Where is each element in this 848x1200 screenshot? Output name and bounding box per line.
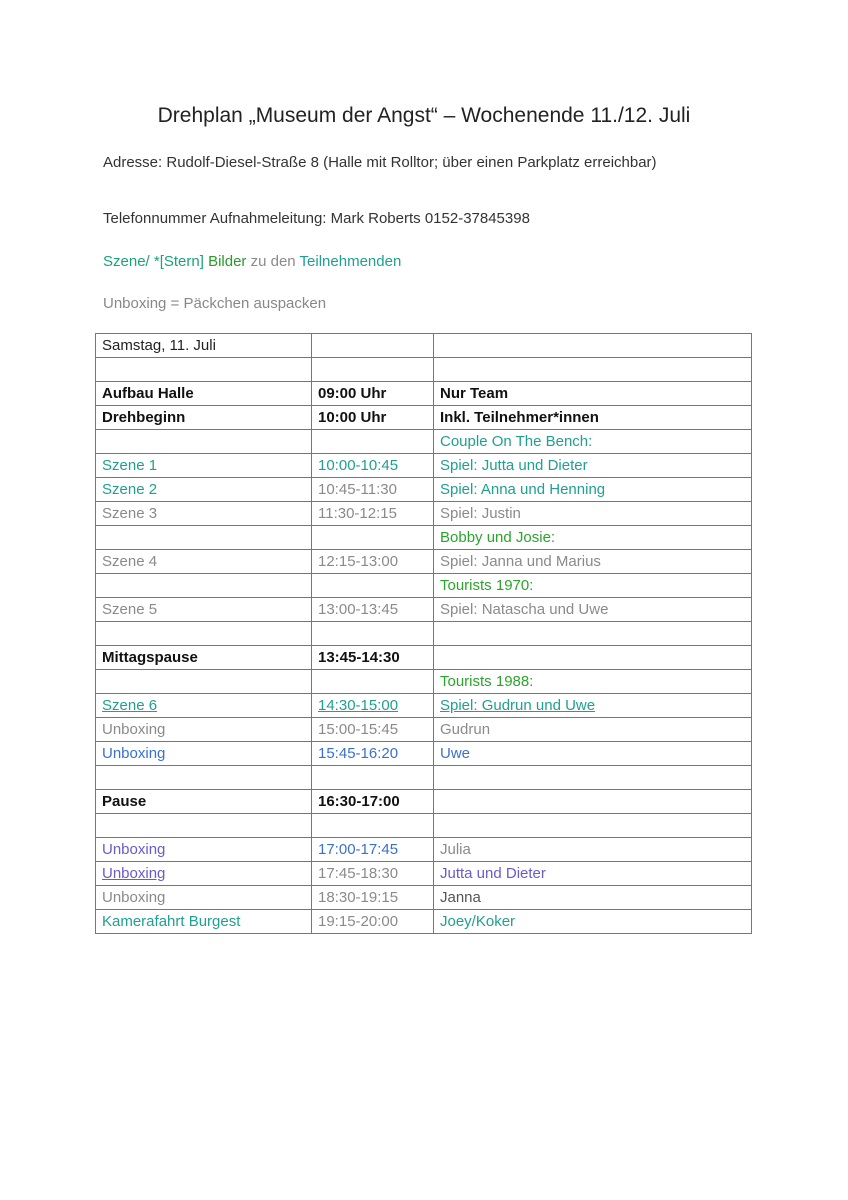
cell-time bbox=[312, 430, 434, 454]
cell-label: Unboxing bbox=[96, 862, 312, 886]
cell-time bbox=[312, 574, 434, 598]
cell-info bbox=[434, 622, 752, 646]
cell-time bbox=[312, 814, 434, 838]
cell-info: Spiel: Anna und Henning bbox=[434, 478, 752, 502]
legend-szene-mid: zu den bbox=[246, 253, 300, 270]
cell-label: Szene 4 bbox=[96, 550, 312, 574]
table-row bbox=[96, 382, 752, 406]
address-line: Adresse: Rudolf-Diesel-Straße 8 (Halle mit Rolltor; über einen Parkplatz erreichbar) bbox=[103, 154, 657, 171]
cell-info bbox=[434, 334, 752, 358]
table-row bbox=[96, 910, 752, 934]
schedule-table bbox=[95, 333, 752, 934]
cell-label bbox=[96, 574, 312, 598]
cell-time: 10:45-11:30 bbox=[312, 478, 434, 502]
cell-time bbox=[312, 334, 434, 358]
cell-label bbox=[96, 670, 312, 694]
cell-info: Spiel: Gudrun und Uwe bbox=[434, 694, 752, 718]
cell-day: Samstag, 11. Juli bbox=[96, 334, 312, 358]
cell-info bbox=[434, 766, 752, 790]
cell-label: Unboxing bbox=[96, 718, 312, 742]
cell-time: 11:30-12:15 bbox=[312, 502, 434, 526]
cell-info: Jutta und Dieter bbox=[434, 862, 752, 886]
cell-time: 15:00-15:45 bbox=[312, 718, 434, 742]
cell-label bbox=[96, 622, 312, 646]
table-row bbox=[96, 622, 752, 646]
cell-label bbox=[96, 526, 312, 550]
cell-group-heading: Tourists 1970: bbox=[434, 574, 752, 598]
cell-time: 15:45-16:20 bbox=[312, 742, 434, 766]
legend-note-unboxing: Unboxing = Päckchen auspacken bbox=[103, 295, 327, 312]
cell-label: Kamerafahrt Burgest bbox=[96, 910, 312, 934]
cell-time: 09:00 Uhr bbox=[312, 382, 434, 406]
table-row bbox=[96, 430, 752, 454]
cell-label: Szene 5 bbox=[96, 598, 312, 622]
cell-label bbox=[96, 766, 312, 790]
table-row bbox=[96, 790, 752, 814]
cell-time: 17:00-17:45 bbox=[312, 838, 434, 862]
cell-label bbox=[96, 814, 312, 838]
cell-time: 12:15-13:00 bbox=[312, 550, 434, 574]
table-row bbox=[96, 718, 752, 742]
table-row bbox=[96, 646, 752, 670]
cell-label: Szene 1 bbox=[96, 454, 312, 478]
table-row bbox=[96, 358, 752, 382]
cell-time: 17:45-18:30 bbox=[312, 862, 434, 886]
table-row bbox=[96, 862, 752, 886]
cell-time: 10:00-10:45 bbox=[312, 454, 434, 478]
cell-time: 19:15-20:00 bbox=[312, 910, 434, 934]
cell-label: Szene 3 bbox=[96, 502, 312, 526]
cell-time bbox=[312, 622, 434, 646]
table-row bbox=[96, 526, 752, 550]
cell-label: Unboxing bbox=[96, 838, 312, 862]
cell-time: 13:45-14:30 bbox=[312, 646, 434, 670]
table-row bbox=[96, 454, 752, 478]
cell-info: Janna bbox=[434, 886, 752, 910]
cell-time: 14:30-15:00 bbox=[312, 694, 434, 718]
document-title: Drehplan „Museum der Angst“ – Wochenende 11./12. Juli bbox=[157, 104, 691, 127]
table-row bbox=[96, 502, 752, 526]
cell-info: Spiel: Janna und Marius bbox=[434, 550, 752, 574]
cell-info bbox=[434, 646, 752, 670]
cell-info: Inkl. Teilnehmer*innen bbox=[434, 406, 752, 430]
cell-time: 18:30-19:15 bbox=[312, 886, 434, 910]
cell-time: 16:30-17:00 bbox=[312, 790, 434, 814]
table-row bbox=[96, 838, 752, 862]
cell-label bbox=[96, 358, 312, 382]
legend-szene-bilder: Bilder bbox=[203, 253, 247, 270]
cell-info: Nur Team bbox=[434, 382, 752, 406]
legend-szene-stern: *[Stern] bbox=[153, 253, 204, 270]
cell-label: Drehbeginn bbox=[96, 406, 312, 430]
table-row bbox=[96, 742, 752, 766]
cell-label: Mittagspause bbox=[96, 646, 312, 670]
cell-info: Julia bbox=[434, 838, 752, 862]
cell-info bbox=[434, 790, 752, 814]
cell-info: Gudrun bbox=[434, 718, 752, 742]
cell-info bbox=[434, 814, 752, 838]
table-row bbox=[96, 598, 752, 622]
cell-info: Joey/Koker bbox=[434, 910, 752, 934]
cell-time: 13:00-13:45 bbox=[312, 598, 434, 622]
cell-label: Aufbau Halle bbox=[96, 382, 312, 406]
cell-label: Szene 2 bbox=[96, 478, 312, 502]
legend-szene-end: Teilnehmenden bbox=[299, 253, 402, 270]
table-row bbox=[96, 406, 752, 430]
cell-time bbox=[312, 358, 434, 382]
cell-info: Spiel: Jutta und Dieter bbox=[434, 454, 752, 478]
cell-label bbox=[96, 430, 312, 454]
table-row bbox=[96, 670, 752, 694]
table-row bbox=[96, 478, 752, 502]
cell-label: Unboxing bbox=[96, 742, 312, 766]
cell-label: Pause bbox=[96, 790, 312, 814]
cell-group-heading: Bobby und Josie: bbox=[434, 526, 752, 550]
cell-group-heading: Tourists 1988: bbox=[434, 670, 752, 694]
legend-szene-prefix: Szene/ bbox=[103, 253, 154, 270]
table-row bbox=[96, 550, 752, 574]
cell-label: Unboxing bbox=[96, 886, 312, 910]
table-row bbox=[96, 814, 752, 838]
cell-info: Uwe bbox=[434, 742, 752, 766]
cell-group-heading: Couple On The Bench: bbox=[434, 430, 752, 454]
table-row bbox=[96, 766, 752, 790]
table-row bbox=[96, 694, 752, 718]
table-row bbox=[96, 334, 752, 358]
cell-time: 10:00 Uhr bbox=[312, 406, 434, 430]
cell-label: Szene 6 bbox=[96, 694, 312, 718]
cell-info: Spiel: Justin bbox=[434, 502, 752, 526]
cell-time bbox=[312, 670, 434, 694]
cell-info bbox=[434, 358, 752, 382]
table-row bbox=[96, 574, 752, 598]
cell-info: Spiel: Natascha und Uwe bbox=[434, 598, 752, 622]
cell-time bbox=[312, 526, 434, 550]
table-row bbox=[96, 886, 752, 910]
cell-time bbox=[312, 766, 434, 790]
phone-line: Telefonnummer Aufnahmeleitung: Mark Roberts 0152-37845398 bbox=[103, 210, 530, 227]
legend-note-szene bbox=[103, 253, 401, 270]
